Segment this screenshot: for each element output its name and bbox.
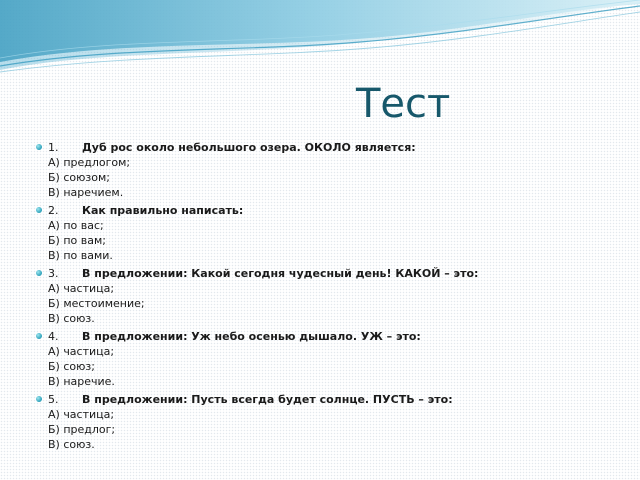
question-line xyxy=(48,329,626,344)
bullet-icon xyxy=(36,396,42,402)
answer-option: Б) по вам; xyxy=(48,234,106,247)
question-text: В предложении: Уж небо осенью дышало. УЖ – это: xyxy=(82,330,421,343)
question-list xyxy=(36,140,626,455)
question-number: 3. xyxy=(48,267,59,280)
bullet-icon xyxy=(36,207,42,213)
answer-option: Б) союз; xyxy=(48,360,95,373)
question-item xyxy=(36,392,626,452)
question-item xyxy=(36,329,626,389)
question-text: Дуб рос около небольшого озера. ОКОЛО является: xyxy=(82,141,416,154)
question-item xyxy=(36,140,626,200)
question-text: Как правильно написать: xyxy=(82,204,244,217)
answer-option: В) наречием. xyxy=(48,186,124,199)
question-number: 1. xyxy=(48,141,59,154)
question-line xyxy=(48,392,626,407)
question-line xyxy=(48,266,626,281)
answer-option: Б) предлог; xyxy=(48,423,116,436)
answer-option: А) частица; xyxy=(48,345,115,358)
bullet-icon xyxy=(36,333,42,339)
answer-option: В) союз. xyxy=(48,438,95,451)
question-item xyxy=(36,203,626,263)
question-number: 5. xyxy=(48,393,59,406)
answer-option: А) предлогом; xyxy=(48,156,131,169)
header-wave-decoration xyxy=(0,0,640,80)
page-title: Тест xyxy=(356,81,451,127)
bullet-icon xyxy=(36,270,42,276)
bullet-icon xyxy=(36,144,42,150)
question-number: 4. xyxy=(48,330,59,343)
question-number: 2. xyxy=(48,204,59,217)
answer-option: В) наречие. xyxy=(48,375,115,388)
question-item xyxy=(36,266,626,326)
answer-option: Б) местоимение; xyxy=(48,297,145,310)
question-text: В предложении: Какой сегодня чудесный день! КАКОЙ – это: xyxy=(82,267,479,280)
question-line xyxy=(48,203,626,218)
answer-option: А) частица; xyxy=(48,282,115,295)
answer-option: В) по вами. xyxy=(48,249,113,262)
answer-option: Б) союзом; xyxy=(48,171,110,184)
answer-option: В) союз. xyxy=(48,312,95,325)
answer-option: А) по вас; xyxy=(48,219,104,232)
answer-option: А) частица; xyxy=(48,408,115,421)
question-line xyxy=(48,140,626,155)
question-text: В предложении: Пусть всегда будет солнце. ПУСТЬ – это: xyxy=(82,393,453,406)
